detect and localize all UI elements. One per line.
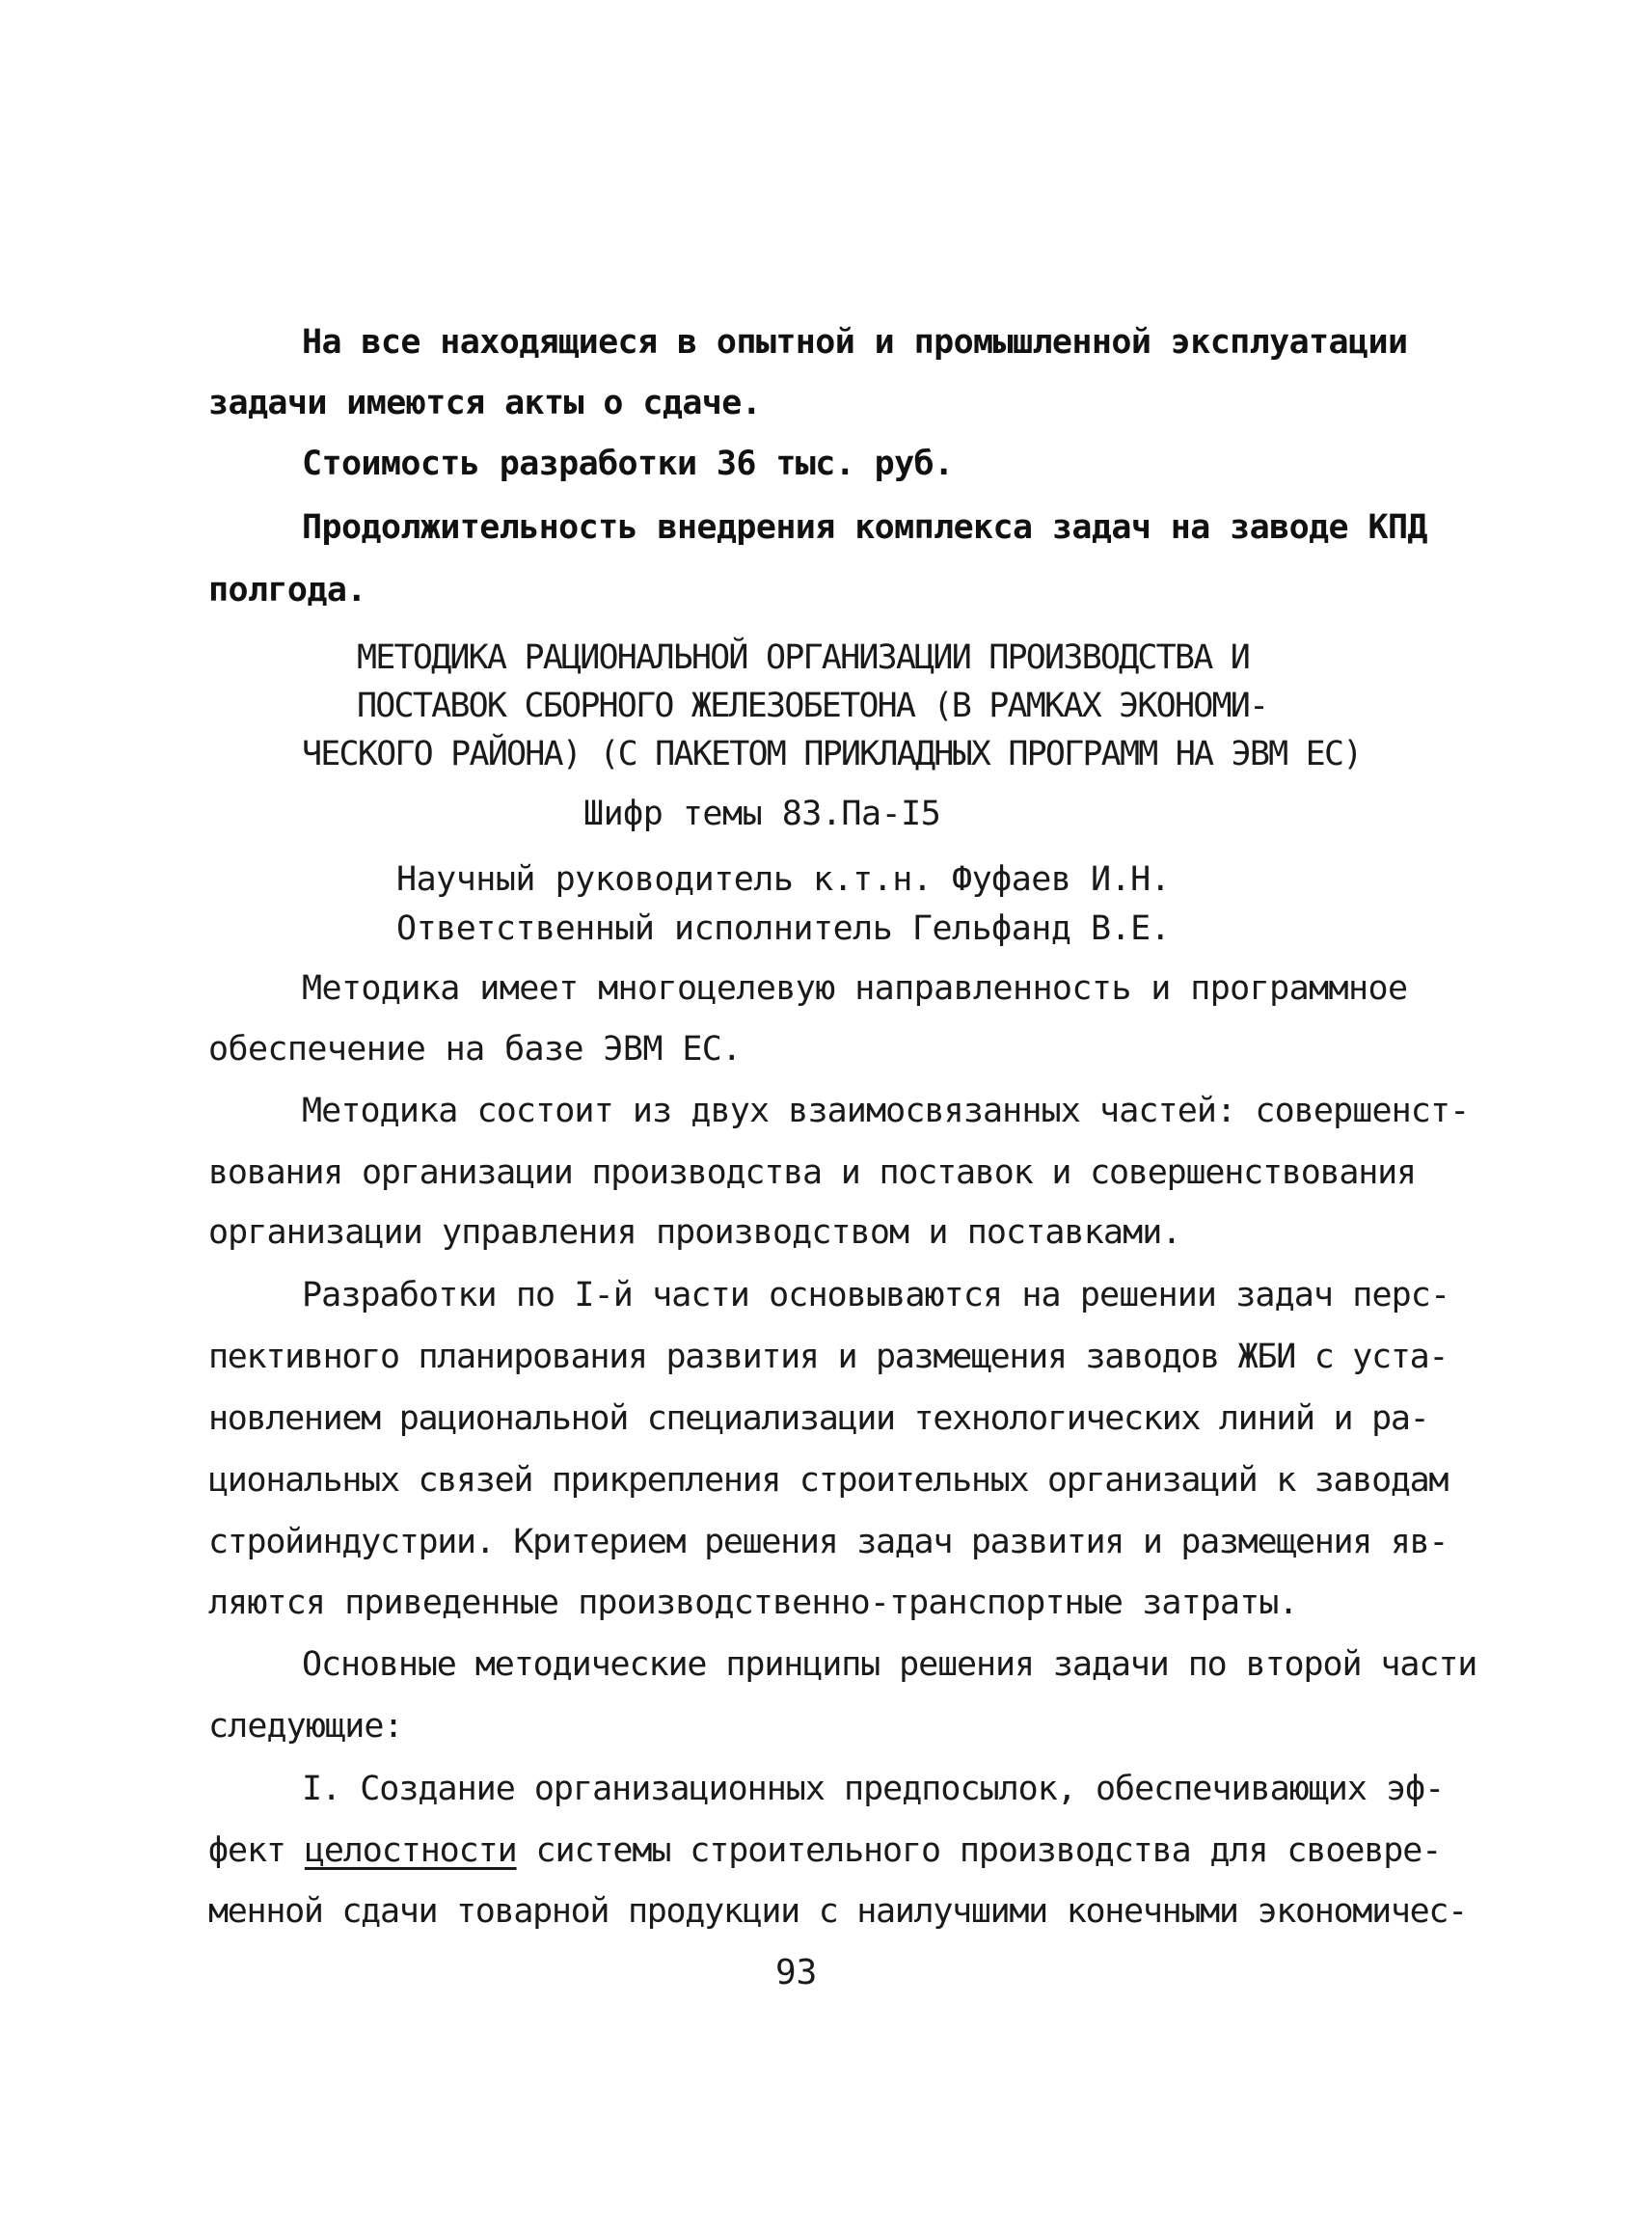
heading-line-2: ПОСТАВОК СБОРНОГО ЖЕЛЕЗОБЕТОНА (В РАМКАХ ЭКОНОМИ-: [357, 687, 1268, 725]
intro-paragraph-1-line-2: задачи имеются акты о сдаче.: [208, 384, 762, 422]
body-paragraph-1-line-2: обеспечение на базе ЭВМ ЕС.: [208, 1030, 742, 1069]
intro-paragraph-1-line-1: На все находящиеся в опытной и промышленной эксплуатации: [302, 323, 1408, 362]
body-paragraph-4-line-2: следующие:: [208, 1707, 403, 1746]
body-paragraph-3-line-5: стройиндустрии. Критерием решения задач развития и размещения яв-: [208, 1523, 1449, 1561]
body-paragraph-2-line-3: организации управления производством и поставками.: [208, 1213, 1181, 1252]
text-segment: системы строительного производства для своевре-: [516, 1831, 1442, 1870]
body-paragraph-4-line-1: Основные методические принципы решения задачи по второй части: [302, 1645, 1477, 1684]
body-paragraph-2-line-1: Методика состоит из двух взаимосвязанных частей: совершенст-: [302, 1092, 1470, 1130]
body-paragraph-1-line-1: Методика имеет многоцелевую направленность и программное: [302, 969, 1408, 1008]
body-paragraph-5-line-2: [208, 1829, 1441, 1872]
intro-paragraph-2: Стоимость разработки 36 тыс. руб.: [302, 445, 954, 483]
intro-paragraph-3-line-1: Продолжительность внедрения комплекса задач на заводе КПД: [302, 508, 1427, 547]
body-paragraph-3-line-1: Разработки по I-й части основываются на решении задач перс-: [302, 1276, 1450, 1314]
body-paragraph-3-line-4: циональных связей прикрепления строительных организаций к заводам: [208, 1461, 1449, 1500]
scientific-supervisor: Научный руководитель к.т.н. Фуфаев И.Н.: [396, 860, 1171, 899]
body-paragraph-2-line-2: вования организации производства и поставок и совершенствования: [208, 1153, 1416, 1192]
body-paragraph-5-line-3: менной сдачи товарной продукции с наилучшими конечными экономичес-: [208, 1892, 1467, 1931]
body-paragraph-3-line-6: ляются приведенные производственно-транспортные затраты.: [208, 1584, 1298, 1622]
underlined-term: целостности: [304, 1831, 517, 1870]
intro-paragraph-3-line-2: полгода.: [208, 571, 366, 609]
responsible-executor: Ответственный исполнитель Гельфанд В.Е.: [396, 909, 1171, 948]
body-paragraph-5-line-1: I. Создание организационных предпосылок, обеспечивающих эф-: [302, 1770, 1445, 1808]
heading-line-3: ЧЕСКОГО РАЙОНА) (С ПАКЕТОМ ПРИКЛАДНЫХ ПРОГРАММ НА ЭВМ ЕС): [302, 735, 1362, 773]
heading-line-1: МЕТОДИКА РАЦИОНАЛЬНОЙ ОРГАНИЗАЦИИ ПРОИЗВОДСТВА И: [357, 638, 1250, 677]
topic-code: Шифр темы 83.Па-I5: [583, 795, 941, 833]
body-paragraph-3-line-2: пективного планирования развития и размещения заводов ЖБИ с уста-: [208, 1338, 1449, 1376]
text-segment: фект: [208, 1831, 305, 1870]
body-paragraph-3-line-3: новлением рациональной специализации технологических линий и ра-: [208, 1399, 1429, 1438]
page-number: 93: [775, 1953, 818, 1992]
